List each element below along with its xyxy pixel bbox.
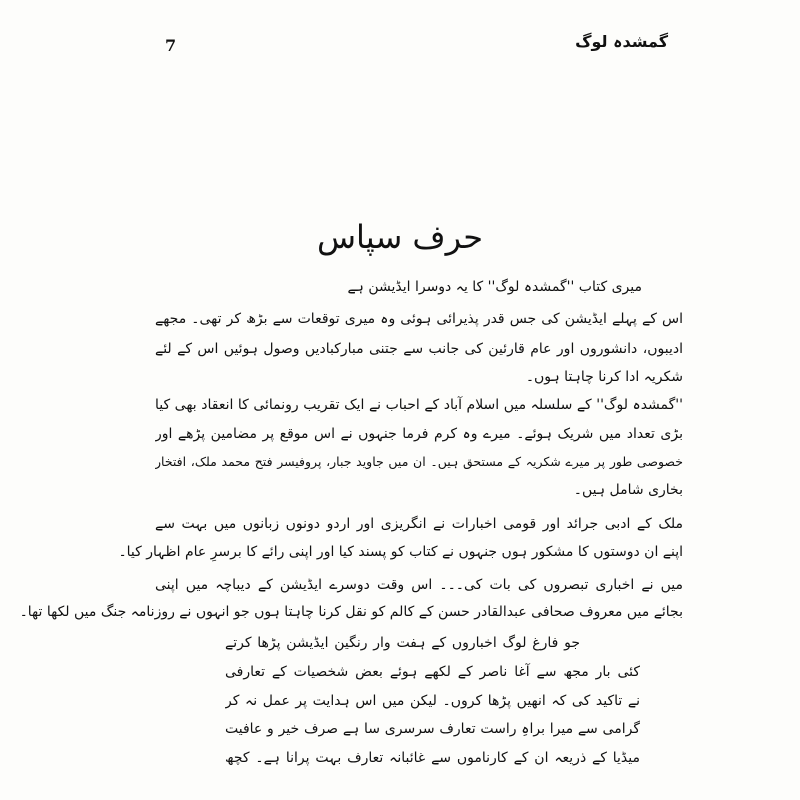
text-line: ادیبوں، دانشوروں اور عام قارئین کی جانب سے جتنی مبارکبادیں وصول ہوئیں اس کے لئے (155, 341, 683, 357)
quote-line: نے تاکید کی کہ انھیں پڑھا کروں۔ لیکن میں اس ہدایت پر عمل نہ کر (225, 693, 640, 709)
text-line: ملک کے ادبی جرائد اور قومی اخبارات نے انگریزی اور اردو دونوں زبانوں میں بہت سے (155, 516, 683, 532)
page-number: 7 (165, 36, 177, 55)
text-line: بخاری شامل ہیں۔ (573, 482, 683, 498)
quote-line: جو فارغ لوگ اخباروں کے ہفت وار رنگین ایڈیشن پڑھا کرتے (225, 635, 580, 651)
text-line: بڑی تعداد میں شریک ہوئے۔ میرے وہ کرم فرما جنہوں نے اس موقع پر مضامین پڑھے اور (155, 426, 683, 442)
quote-line: کئی بار مجھ سے آغا ناصر کے لکھے ہوئے بعض شخصیات کے تعارفی (225, 664, 640, 680)
text-line: اس کے پہلے ایڈیشن کی جس قدر پذیرائی ہوئی وہ میری توقعات سے بڑھ کر تھی۔ مجھے (155, 311, 683, 327)
quote-line: میڈیا کے ذریعہ ان کے کارناموں سے غائبانہ تعارف بہت پرانا ہے۔ کچھ (225, 750, 640, 766)
text-line: خصوصی طور پر میرے شکریہ کے مستحق ہیں۔ ان میں جاوید جبار، پروفیسر فتح محمد ملک، افتخار (155, 454, 683, 469)
running-header-title: گمشدہ لوگ (575, 32, 668, 51)
text-line: ''گمشدہ لوگ'' کے سلسلہ میں اسلام آباد کے احباب نے ایک تقریب رونمائی کا انعقاد بھی کیا (155, 397, 683, 413)
chapter-title: حرف سپاس (316, 218, 484, 256)
text-line: اپنے ان دوستوں کا مشکور ہوں جنہوں نے کتاب کو پسند کیا اور اپنی رائے کا برسرِ عام اظہار کیا۔ (118, 544, 683, 560)
text-line: میں نے اخباری تبصروں کی بات کی۔۔۔ اس وقت دوسرے ایڈیشن کے دیباچہ میں اپنی (155, 577, 683, 593)
text-line: میری کتاب ''گمشدہ لوگ'' کا یہ دوسرا ایڈیشن ہے (347, 279, 642, 295)
text-line: بجائے میں معروف صحافی عبدالقادر حسن کے کالم کو نقل کرنا چاہتا ہوں جو انہوں نے روزنامہ جنگ میں لکھا تھا۔ (19, 604, 683, 620)
quote-line: گرامی سے میرا براہِ راست تعارف سرسری سا ہے صرف خیر و عافیت (225, 721, 640, 737)
text-line: شکریہ ادا کرنا چاہتا ہوں۔ (525, 369, 683, 385)
